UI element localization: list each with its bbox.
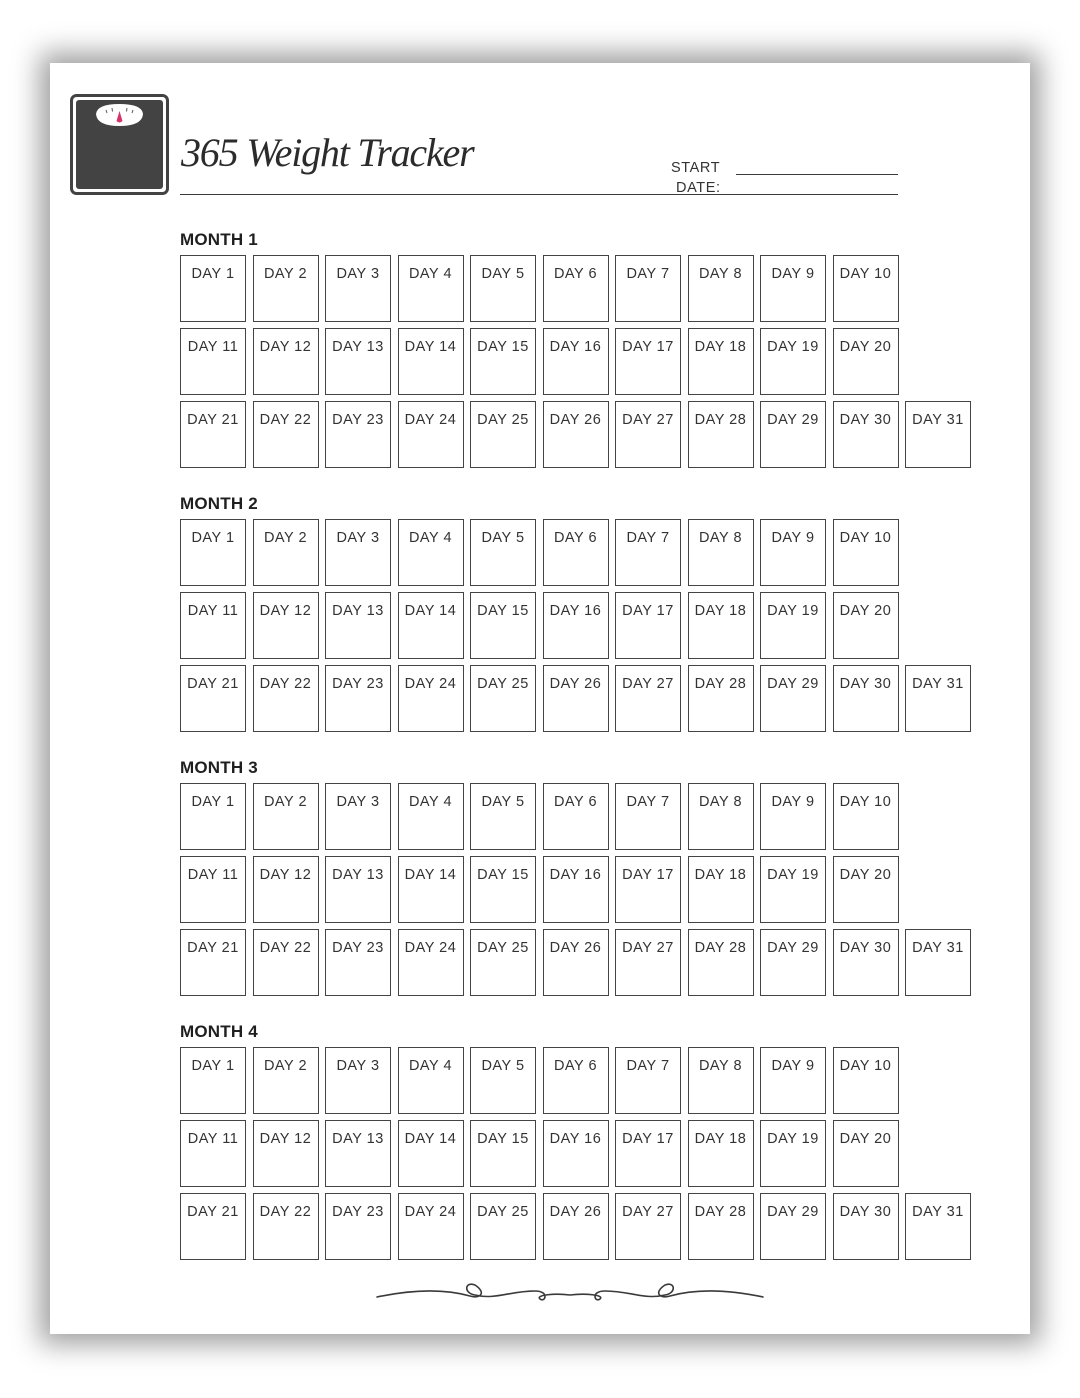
day-box[interactable]: DAY 19 [760,1120,826,1187]
day-box[interactable]: DAY 9 [760,255,826,322]
day-box[interactable]: DAY 29 [760,1193,826,1260]
day-box[interactable]: DAY 1 [180,255,246,322]
day-box[interactable]: DAY 28 [688,929,754,996]
day-box[interactable]: DAY 5 [470,1047,536,1114]
day-box[interactable]: DAY 14 [398,856,464,923]
day-row [180,856,971,923]
day-box[interactable]: DAY 6 [543,255,609,322]
day-box[interactable]: DAY 5 [470,519,536,586]
bathroom-scale-icon [70,94,169,195]
day-box[interactable]: DAY 22 [253,665,319,732]
day-box[interactable]: DAY 4 [398,783,464,850]
day-box[interactable]: DAY 14 [398,1120,464,1187]
months-container [180,229,971,1285]
day-box[interactable]: DAY 4 [398,1047,464,1114]
day-row [180,1047,971,1114]
day-box[interactable]: DAY 31 [905,401,971,468]
day-box[interactable]: DAY 22 [253,929,319,996]
start-date-label-date: DATE: [676,180,721,196]
day-box[interactable]: DAY 11 [180,856,246,923]
day-box[interactable]: DAY 11 [180,592,246,659]
day-box[interactable]: DAY 16 [543,856,609,923]
day-box[interactable]: DAY 19 [760,856,826,923]
day-box[interactable]: DAY 23 [325,401,391,468]
day-box[interactable]: DAY 24 [398,929,464,996]
month-title: MONTH 4 [180,1022,258,1041]
day-box[interactable]: DAY 18 [688,592,754,659]
day-row [180,1193,971,1260]
day-box[interactable]: DAY 18 [688,1120,754,1187]
day-box[interactable]: DAY 29 [760,665,826,732]
day-box[interactable]: DAY 6 [543,519,609,586]
day-box[interactable]: DAY 2 [253,783,319,850]
day-row [180,783,971,850]
day-box[interactable]: DAY 24 [398,401,464,468]
day-box[interactable]: DAY 13 [325,856,391,923]
header-underline [180,194,898,195]
day-box[interactable]: DAY 20 [833,1120,899,1187]
day-row [180,592,971,659]
page-title: 365 Weight Tracker [181,130,474,175]
day-box[interactable]: DAY 27 [615,665,681,732]
day-row [180,665,971,732]
day-box[interactable]: DAY 30 [833,929,899,996]
decorative-flourish [375,1275,765,1305]
day-box[interactable]: DAY 17 [615,1120,681,1187]
day-box[interactable]: DAY 15 [470,856,536,923]
day-box[interactable]: DAY 22 [253,401,319,468]
day-box[interactable]: DAY 23 [325,1193,391,1260]
day-box[interactable]: DAY 24 [398,665,464,732]
day-box[interactable]: DAY 7 [615,1047,681,1114]
day-row [180,1120,971,1187]
day-box[interactable]: DAY 5 [470,255,536,322]
day-box[interactable]: DAY 11 [180,328,246,395]
day-box[interactable]: DAY 2 [253,255,319,322]
day-box[interactable]: DAY 10 [833,519,899,586]
day-box[interactable]: DAY 1 [180,783,246,850]
day-box[interactable]: DAY 6 [543,1047,609,1114]
day-box[interactable]: DAY 10 [833,783,899,850]
day-box[interactable]: DAY 10 [833,255,899,322]
day-box[interactable]: DAY 14 [398,328,464,395]
day-box[interactable]: DAY 13 [325,328,391,395]
day-box[interactable]: DAY 16 [543,1120,609,1187]
start-date-label-start: START [671,160,721,176]
day-box[interactable]: DAY 7 [615,519,681,586]
day-box[interactable]: DAY 22 [253,1193,319,1260]
day-box[interactable]: DAY 17 [615,592,681,659]
day-box[interactable]: DAY 9 [760,783,826,850]
day-box[interactable]: DAY 11 [180,1120,246,1187]
day-box[interactable]: DAY 21 [180,665,246,732]
day-box[interactable]: DAY 27 [615,401,681,468]
day-box[interactable]: DAY 9 [760,1047,826,1114]
day-box[interactable]: DAY 26 [543,665,609,732]
start-date-field[interactable] [736,174,898,175]
day-box[interactable]: DAY 14 [398,592,464,659]
day-box[interactable]: DAY 16 [543,592,609,659]
day-box[interactable]: DAY 17 [615,856,681,923]
day-box[interactable]: DAY 29 [760,401,826,468]
day-box[interactable]: DAY 25 [470,1193,536,1260]
day-box[interactable]: DAY 26 [543,929,609,996]
day-box[interactable]: DAY 18 [688,328,754,395]
day-box[interactable]: DAY 7 [615,255,681,322]
day-box[interactable]: DAY 31 [905,1193,971,1260]
day-box[interactable]: DAY 16 [543,328,609,395]
day-box[interactable]: DAY 21 [180,929,246,996]
day-box[interactable]: DAY 12 [253,592,319,659]
day-box[interactable]: DAY 25 [470,929,536,996]
day-row [180,519,971,586]
day-row [180,328,971,395]
day-box[interactable]: DAY 17 [615,328,681,395]
day-box[interactable]: DAY 25 [470,665,536,732]
day-box[interactable]: DAY 15 [470,1120,536,1187]
day-box[interactable]: DAY 8 [688,783,754,850]
month-title: MONTH 1 [180,230,258,249]
day-box[interactable]: DAY 4 [398,255,464,322]
month-title: MONTH 2 [180,494,258,513]
day-box[interactable]: DAY 30 [833,401,899,468]
day-box[interactable]: DAY 20 [833,328,899,395]
day-box[interactable]: DAY 26 [543,401,609,468]
day-box[interactable]: DAY 3 [325,1047,391,1114]
day-box[interactable]: DAY 28 [688,401,754,468]
day-box[interactable]: DAY 24 [398,1193,464,1260]
day-box[interactable]: DAY 3 [325,255,391,322]
day-box[interactable]: DAY 15 [470,592,536,659]
day-box[interactable]: DAY 13 [325,1120,391,1187]
month-section [180,757,971,1021]
day-box[interactable]: DAY 25 [470,401,536,468]
day-box[interactable]: DAY 19 [760,328,826,395]
day-box[interactable]: DAY 8 [688,519,754,586]
day-box[interactable]: DAY 1 [180,519,246,586]
day-row [180,255,971,322]
day-box[interactable]: DAY 20 [833,856,899,923]
month-title: MONTH 3 [180,758,258,777]
day-box[interactable]: DAY 23 [325,929,391,996]
day-box[interactable]: DAY 3 [325,783,391,850]
day-box[interactable]: DAY 30 [833,1193,899,1260]
day-box[interactable]: DAY 28 [688,665,754,732]
day-box[interactable]: DAY 29 [760,929,826,996]
day-box[interactable]: DAY 6 [543,783,609,850]
day-box[interactable]: DAY 19 [760,592,826,659]
day-box[interactable]: DAY 31 [905,665,971,732]
day-box[interactable]: DAY 21 [180,401,246,468]
day-box[interactable]: DAY 4 [398,519,464,586]
day-box[interactable]: DAY 5 [470,783,536,850]
day-box[interactable]: DAY 23 [325,665,391,732]
day-box[interactable]: DAY 2 [253,519,319,586]
day-box[interactable]: DAY 27 [615,1193,681,1260]
day-box[interactable]: DAY 10 [833,1047,899,1114]
day-box[interactable]: DAY 7 [615,783,681,850]
day-box[interactable]: DAY 31 [905,929,971,996]
day-box[interactable]: DAY 3 [325,519,391,586]
day-box[interactable]: DAY 15 [470,328,536,395]
day-box[interactable]: DAY 8 [688,255,754,322]
day-box[interactable]: DAY 13 [325,592,391,659]
day-row [180,401,971,468]
day-box[interactable]: DAY 8 [688,1047,754,1114]
day-box[interactable]: DAY 2 [253,1047,319,1114]
day-box[interactable]: DAY 12 [253,856,319,923]
day-box[interactable]: DAY 1 [180,1047,246,1114]
month-section [180,229,971,493]
month-section [180,1021,971,1285]
day-box[interactable]: DAY 12 [253,328,319,395]
day-box[interactable]: DAY 30 [833,665,899,732]
month-section [180,493,971,757]
day-box[interactable]: DAY 28 [688,1193,754,1260]
day-box[interactable]: DAY 20 [833,592,899,659]
day-box[interactable]: DAY 9 [760,519,826,586]
day-row [180,929,971,996]
day-box[interactable]: DAY 27 [615,929,681,996]
day-box[interactable]: DAY 21 [180,1193,246,1260]
day-box[interactable]: DAY 18 [688,856,754,923]
day-box[interactable]: DAY 12 [253,1120,319,1187]
day-box[interactable]: DAY 26 [543,1193,609,1260]
